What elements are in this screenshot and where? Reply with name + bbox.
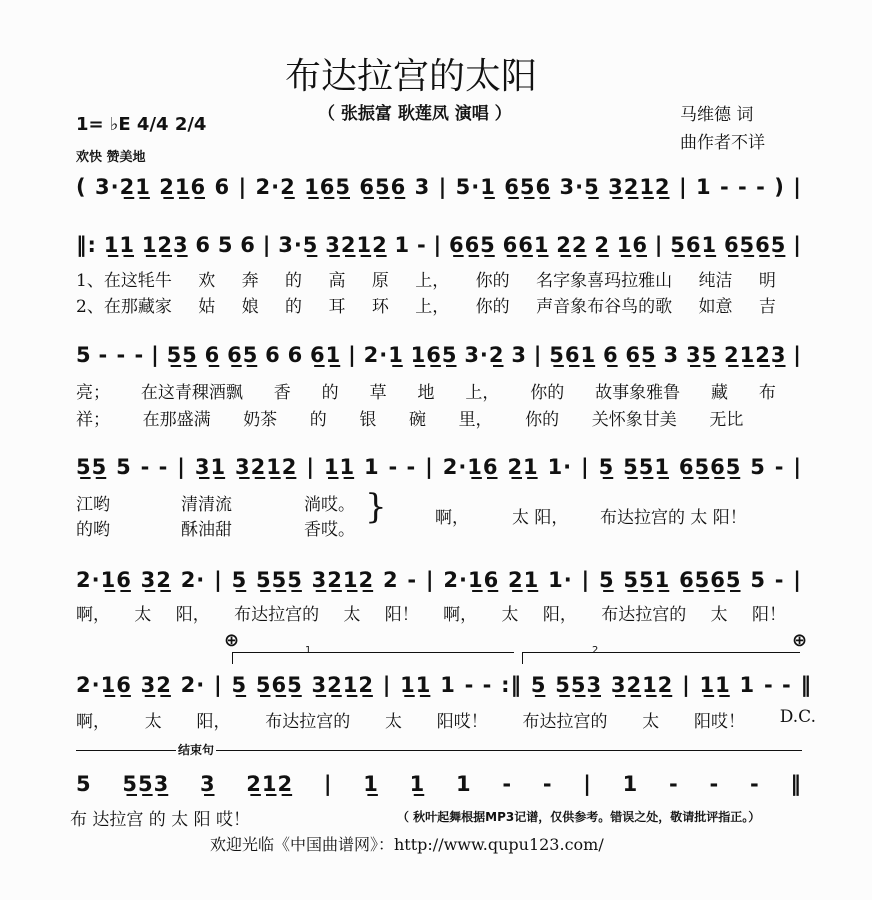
lyric-syllable: 布达拉宫的 (522, 712, 608, 732)
lyrics-row6 (76, 707, 816, 732)
note-group: 2·1̲6̲ (76, 673, 132, 697)
note-group: 5 (217, 233, 234, 257)
note-group: 5̲5̲1̲ (623, 568, 671, 592)
barline: ‖ (790, 772, 802, 796)
barline: | (533, 343, 543, 367)
note-group: 6 (195, 233, 212, 257)
lyric-shared-1: 啊， (435, 508, 469, 528)
note-group: 3̲1̲ (194, 455, 227, 479)
lyric-syllable: 在那盛满 (142, 410, 211, 430)
lyric-syllable: 奶茶 (243, 410, 278, 430)
lyrics-verse2-row2 (76, 292, 776, 317)
note-group: 6̲5̲6̲ (504, 175, 552, 199)
note-group: ) (774, 175, 785, 199)
note-group: 6̲5̲6̲5̲ (678, 455, 742, 479)
note-group: 3̲2̲1̲2̲ (311, 568, 375, 592)
note-group: 5̲6̲1̲ (549, 343, 597, 367)
barline: | (433, 233, 443, 257)
barline: | (654, 233, 664, 257)
lyric-syllable: 你的 (475, 271, 510, 291)
note-group: 3·2̲ (464, 343, 505, 367)
note-group: 5·1̲ (455, 175, 496, 199)
barline: ‖: (76, 233, 97, 257)
note-group: - (774, 568, 785, 592)
coda-icon-right: ⊕ (792, 630, 808, 651)
barline: ‖ (800, 673, 812, 697)
barline: | (323, 772, 333, 796)
lyric-syllable: 阳哎！ (436, 712, 488, 732)
barline: | (583, 772, 592, 796)
lyric-syllable: 故事象雅鲁 (595, 383, 681, 403)
lyric-syllable: 阳， (175, 605, 210, 625)
note-group: 2·1̲6̲ (442, 455, 499, 479)
barline: | (238, 175, 248, 199)
barline: | (581, 455, 590, 479)
singers-credit: （ 张振富 耿莲凤 演唱 ） (318, 104, 512, 124)
note-group: 2̲1̲ (508, 568, 540, 592)
note-group: 1̲6̲5̲ (410, 343, 458, 367)
barline: | (151, 343, 160, 367)
barline: | (306, 455, 315, 479)
note-group: 1̲1̲ (699, 673, 731, 697)
barline: | (425, 568, 435, 592)
note-group: 5̲5̲5̲ (256, 568, 303, 592)
lyric-syllable: 藏 (711, 383, 729, 403)
note-group: 2̲1̲6̲ (159, 175, 207, 199)
lyric-syllable: 上， (465, 383, 500, 403)
note-group: - (542, 772, 553, 796)
transcription-remark: （ 秋叶起舞根据MP3记谱，仅供参考。错误之处，敬请批评指正。） (397, 810, 761, 824)
lyric-syllable: 1、在这牦牛 (76, 271, 172, 291)
note-group: - (774, 455, 785, 479)
note-group: 5̲ (598, 568, 615, 592)
note-group: 1 (696, 175, 712, 199)
note-group: - (669, 772, 679, 796)
note-group: 5̲6̲1̲ (670, 233, 718, 257)
lyric-syllable: 的 (309, 410, 327, 430)
tempo-marking: 欢快 赞美地 (76, 150, 146, 165)
lyric-syllable: 太 (343, 605, 361, 625)
note-group: 5̲5̲ (166, 343, 198, 367)
note-group: ( (76, 175, 87, 199)
note-group: 1 (440, 673, 456, 697)
note-group: - (502, 772, 513, 796)
barline: | (214, 568, 223, 592)
lyric-syllable: 里， (458, 410, 493, 430)
barline: | (262, 233, 272, 257)
lyric-syllable: 布 (758, 383, 776, 403)
lyric-b-1: 的哟 (76, 520, 110, 540)
note-group: 6 (287, 343, 304, 367)
note-group: 2· (180, 673, 206, 697)
note-group: 1̲2̲3̲ (141, 233, 189, 257)
note-group: 3 (663, 343, 680, 367)
lyric-syllable: 纯洁 (698, 271, 733, 291)
note-group: 5̲5̲1̲ (623, 455, 670, 479)
note-group: 6 (240, 233, 256, 257)
lyrics-verse1-row3 (76, 378, 776, 403)
lyric-a-3: 淌哎。 (304, 495, 355, 515)
note-group: 2· (180, 568, 206, 592)
note-group: 1 (622, 772, 639, 796)
lyric-syllable: 太 (144, 712, 162, 732)
barline: | (793, 568, 802, 592)
volta-1-line (232, 652, 514, 653)
barline: | (678, 175, 688, 199)
volta-2-label: 2 (592, 645, 599, 656)
note-group: 5̲ (231, 673, 248, 697)
barline: | (793, 343, 802, 367)
note-group: 1· (548, 568, 573, 592)
lyric-a-1: 江哟 (76, 495, 110, 515)
lyric-syllable: 布达拉宫的 (601, 605, 687, 625)
note-group: 1̲ (409, 772, 426, 796)
note-group: 5̲ (231, 568, 248, 592)
note-group: 6̲5̲6̲ (359, 175, 407, 199)
key-signature: 1= ♭E 4/4 2/4 (76, 114, 207, 135)
lyric-syllable: 无比 (709, 410, 744, 430)
lyric-syllable: 在这青稞酒飘 (140, 383, 243, 403)
lyric-syllable: 娘 (241, 297, 259, 317)
lyric-syllable: 原 (371, 271, 389, 291)
notation-row-6 (76, 673, 812, 697)
note-group: 3̲2̲1̲2̲ (608, 175, 671, 199)
lyric-syllable: 耳 (328, 297, 346, 317)
note-group: 5̲6̲5̲ (255, 673, 303, 697)
notation-row-intro (76, 175, 802, 199)
note-group: 5̲ (530, 673, 547, 697)
note-group: 5̲5̲3̲ (122, 772, 170, 796)
lyric-syllable: 的 (285, 297, 303, 317)
note-group: 6̲6̲5̲ (448, 233, 496, 257)
lyric-shared-3: 布达拉宫的 太 阳！ (600, 508, 747, 528)
note-group: 1̲ (363, 772, 379, 796)
note-group: - - - (98, 343, 145, 367)
note-group: 1̲1̲ (103, 233, 135, 257)
note-group: 3·2̲1̲ (95, 175, 151, 199)
note-group: 6̲5̲6̲5̲ (723, 233, 787, 257)
lyric-syllable: 地 (417, 383, 435, 403)
lyric-syllable: 香 (273, 383, 291, 403)
lyric-syllable: 名字象喜玛拉雅山 (536, 271, 673, 291)
note-group: 2·1̲6̲ (76, 568, 132, 592)
lyrics-ending: 布 达拉宫 的 太 阳 哎！ (70, 810, 251, 830)
lyric-syllable: 太 (642, 712, 660, 732)
barline: | (793, 233, 802, 257)
lyric-syllable: 太 (134, 605, 152, 625)
note-group: - (407, 568, 418, 592)
lyric-b-2: 酥油甜 (181, 520, 232, 540)
note-group: - - (763, 673, 792, 697)
volta-1-hook (232, 652, 233, 664)
lyric-syllable: 啊， (443, 605, 478, 625)
lyric-b-3: 香哎。 (304, 520, 355, 540)
note-group: 2̲1̲2̲3̲ (724, 343, 787, 367)
lyric-syllable: 太 (501, 605, 519, 625)
barline: | (348, 343, 357, 367)
note-group: 3̲5̲ (685, 343, 718, 367)
lyric-syllable: 太 (710, 605, 728, 625)
lyric-syllable: 银 (359, 410, 377, 430)
verse-brace: } (365, 487, 387, 527)
note-group: - - (140, 455, 169, 479)
lyric-syllable: 阳！ (751, 605, 786, 625)
lyric-syllable: 亮； (76, 383, 110, 403)
note-group: 5 (76, 772, 92, 796)
lyric-syllable: 布达拉宫的 (234, 605, 320, 625)
note-group: 3̲2̲1̲2̲ (610, 673, 674, 697)
barline: | (682, 673, 691, 697)
lyric-syllable: 阳， (542, 605, 577, 625)
volta-2-hook (522, 652, 523, 664)
lyric-syllable: 太 (385, 712, 402, 732)
note-group: 5 (116, 455, 132, 479)
lyric-syllable: 吉 (758, 297, 776, 317)
lyric-syllable: 2、在那藏家 (76, 297, 172, 317)
lyric-syllable: 阳哎！ (694, 712, 745, 732)
lyric-syllable: 的 (321, 383, 339, 403)
note-group: 6̲6̲1̲ (502, 233, 550, 257)
lyricist-credit: 马维德 词 (680, 105, 754, 125)
note-group: 3 (414, 175, 431, 199)
note-group: 2·1̲ (363, 343, 404, 367)
lyric-syllable: 上， (415, 297, 450, 317)
note-group: 1 (456, 772, 472, 796)
note-group: 3·5̲ (559, 175, 600, 199)
lyric-syllable: 关怀象甘美 (591, 410, 677, 430)
note-group: 6 (265, 343, 281, 367)
notation-row-ending (76, 772, 802, 796)
note-group: 3̲2̲ (140, 673, 172, 697)
note-group: - - (464, 673, 493, 697)
lyric-syllable: 的 (285, 271, 303, 291)
note-group: 5̲5̲3̲ (555, 673, 603, 697)
note-group: 1· (547, 455, 573, 479)
note-group: 5 (76, 343, 92, 367)
composer-credit: 曲作者不详 (680, 133, 765, 153)
note-group: 1̲1̲ (323, 455, 356, 479)
lyric-syllable: 明 (758, 271, 776, 291)
note-group: 2·1̲6̲ (443, 568, 500, 592)
notation-row-4 (76, 455, 802, 479)
note-group: 6̲5̲ (227, 343, 259, 367)
lyric-syllable: 环 (371, 297, 389, 317)
note-group: 1 (739, 673, 756, 697)
lyric-syllable: 如意 (698, 297, 733, 317)
note-group: - - (388, 455, 417, 479)
note-group: 5 (750, 455, 766, 479)
lyric-syllable: 布达拉宫的 (265, 712, 351, 732)
lyric-syllable: 你的 (475, 297, 510, 317)
coda-icon-left: ⊕ (224, 630, 240, 651)
lyric-syllable: 碗 (408, 410, 426, 430)
barline: | (177, 455, 186, 479)
note-group: 1̲6̲ (616, 233, 648, 257)
barline: | (793, 455, 802, 479)
song-title: 布达拉宫的太阳 (285, 56, 538, 97)
note-group: 6̲ (602, 343, 619, 367)
barline: :‖ (501, 673, 523, 697)
note-group: 5̲ (598, 455, 615, 479)
site-credit: 欢迎光临《中国曲谱网》：http://www.qupu123.com/ (210, 835, 604, 854)
volta-1-label: 1 (305, 645, 312, 656)
note-group: 2̲1̲ (507, 455, 539, 479)
note-group: - (749, 772, 760, 796)
notation-row-2 (76, 233, 802, 257)
barline: | (425, 455, 434, 479)
lyrics-row5 (76, 600, 786, 625)
lyric-syllable: 上， (415, 271, 450, 291)
note-group: 6̲5̲ (625, 343, 657, 367)
lyric-syllable: 草 (369, 383, 387, 403)
note-group: 3·5̲ (278, 233, 319, 257)
note-group: 6̲ (204, 343, 221, 367)
barline: | (382, 673, 392, 697)
barline: | (581, 568, 591, 592)
notation-row-3 (76, 343, 802, 367)
lyric-syllable: 啊， (76, 712, 110, 732)
note-group: 2̲2̲ (556, 233, 588, 257)
note-group: 6̲5̲6̲5̲ (679, 568, 742, 592)
note-group: 1 (394, 233, 411, 257)
volta-2-line (522, 652, 800, 653)
lyric-syllable: 欢 (198, 271, 216, 291)
lyric-syllable: 啊， (76, 605, 110, 625)
note-group: 3̲2̲ (140, 568, 172, 592)
lyric-syllable: 奔 (241, 271, 259, 291)
note-group: - - - (720, 175, 766, 199)
lyric-syllable: 你的 (530, 383, 565, 403)
lyric-syllable: 姑 (198, 297, 216, 317)
barline: | (214, 673, 223, 697)
barline: | (438, 175, 448, 199)
lyric-a-2: 清清流 (181, 495, 232, 515)
note-group: 1 (364, 455, 380, 479)
lyric-syllable: 你的 (525, 410, 560, 430)
note-group: 2 (382, 568, 399, 592)
note-group: 3̲2̲1̲2̲ (234, 455, 298, 479)
note-group: 1̲6̲5̲ (304, 175, 351, 199)
note-group: 3̲ (199, 772, 216, 796)
lyrics-verse2-row3 (76, 405, 776, 430)
note-group: 6 (214, 175, 231, 199)
barline: | (793, 175, 802, 199)
lyric-syllable: 声音象布谷鸟的歌 (536, 297, 673, 317)
note-group: 3̲2̲1̲2̲ (311, 673, 374, 697)
ending-label: 结束句 (178, 743, 215, 757)
lyric-syllable: 祥； (76, 410, 110, 430)
note-group: - (416, 233, 427, 257)
lyric-syllable: 阳， (196, 712, 231, 732)
lyrics-verse1-row2 (76, 266, 776, 291)
note-group: 1̲1̲ (400, 673, 432, 697)
note-group: 2̲1̲2̲ (246, 772, 294, 796)
lyric-shared-2: 太 阳， (512, 508, 569, 528)
lyric-syllable: D.C. (779, 707, 816, 727)
note-group: 2·2̲ (255, 175, 296, 199)
notation-row-5 (76, 568, 802, 592)
lyric-syllable: 高 (328, 271, 346, 291)
note-group: 5 (750, 568, 766, 592)
note-group: 3 (511, 343, 527, 367)
note-group: 5̲5̲ (76, 455, 108, 479)
note-group: 3̲2̲1̲2̲ (325, 233, 388, 257)
note-group: 2̲ (594, 233, 610, 257)
lyric-syllable: 阳！ (384, 605, 419, 625)
note-group: - (709, 772, 720, 796)
note-group: 6̲1̲ (310, 343, 342, 367)
